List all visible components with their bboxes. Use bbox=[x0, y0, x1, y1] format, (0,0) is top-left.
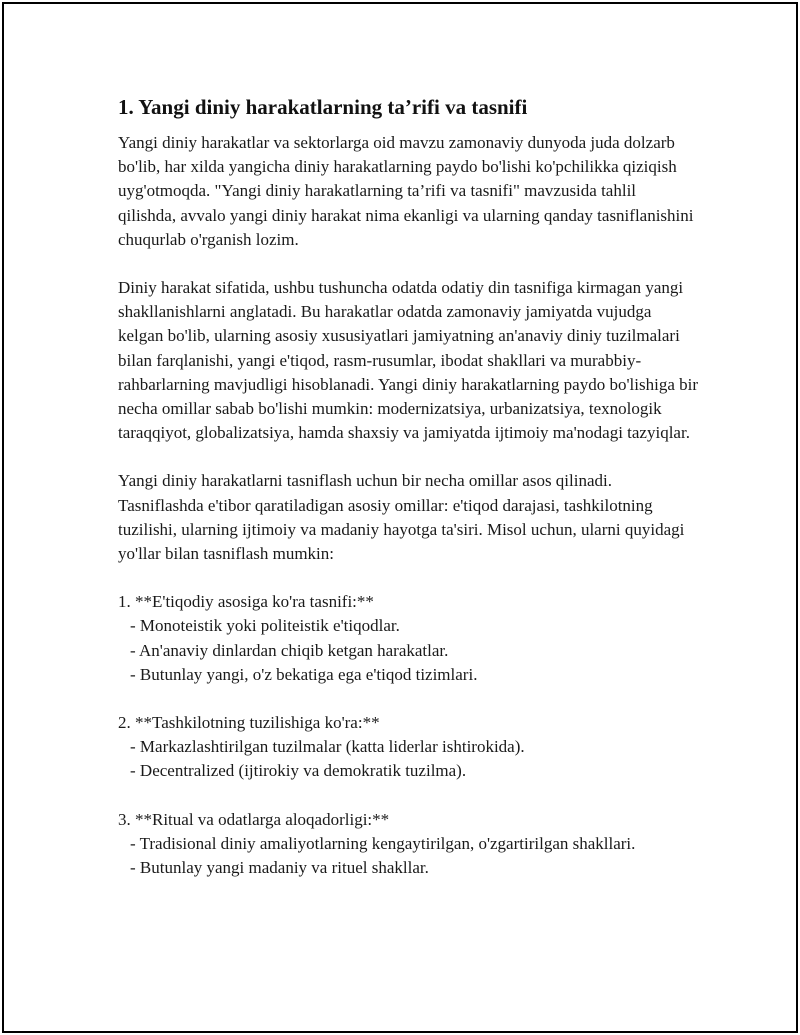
list-heading: 3. **Ritual va odatlarga aloqadorligi:** bbox=[118, 809, 390, 829]
paragraph-3-block bbox=[118, 469, 698, 566]
list-ritual-relation bbox=[118, 808, 698, 881]
list-item: - Markazlashtirilgan tuzilmalar (katta liderlar ishtirokida). bbox=[130, 737, 525, 757]
paragraph-definition: Diniy harakat sifatida, ushbu tushuncha odatda odatiy din tasnifiga kirmagan yangi shakllanishlarni anglatadi. Bu harakatlar odatda zamonaviy jamiyatda vujudga kelgan bo'lib, ularning asosiy xususiyatlari jamiyatning an'anaviy diniy tuzilmalari bilan farqlanishi, yangi e'tiqod, rasm-rusumlar, ibodat shakllari va murabbiy-rahbarlarning mavjudligi hisoblanadi. Yangi diniy harakatlarning paydo bo'lishiga bir necha omillar sabab bo'lishi mumkin: modernizatsiya, urbanizatsiya, texnologik taraqqiyot, globalizatsiya, hamda shaxsiy va jamiyatda ijtimoiy ma'nodagi tazyiqlar. bbox=[118, 278, 699, 443]
list-item: - Butunlay yangi, o'z bekatiga ega e'tiqod tizimlari. bbox=[130, 664, 478, 684]
document-body bbox=[118, 93, 698, 904]
paragraph-2-block bbox=[118, 276, 698, 445]
list-belief-basis bbox=[118, 590, 698, 687]
list-heading: 2. **Tashkilotning tuzilishiga ko'ra:** bbox=[118, 713, 380, 733]
list-organization-structure bbox=[118, 711, 698, 784]
section-title: 1. Yangi diniy harakatlarning ta’rifi va tasnifi bbox=[118, 95, 528, 119]
list-heading: 1. **E'tiqodiy asosiga ko'ra tasnifi:** bbox=[118, 592, 374, 612]
paragraph-intro: Yangi diniy harakatlar va sektorlarga oid mavzu zamonaviy dunyoda juda dolzarb bo'lib, har xilda yangicha diniy harakatlarning paydo bo'lishi ko'pchilikka qiziqish uyg'otmoqda. "Yangi diniy harakatlarning ta’rifi va tasnifi" mavzusida tahlil qilishda, avvalo yangi diniy harakat nima ekanligi va ularning qanday tasniflanishini chuqurlab o'rganish lozim. bbox=[118, 133, 694, 249]
list-item: - Butunlay yangi madaniy va rituel shakllar. bbox=[130, 858, 429, 878]
list-item: - An'anaviy dinlardan chiqib ketgan harakatlar. bbox=[130, 640, 449, 660]
paragraph-1-block bbox=[118, 131, 698, 252]
list-item: - Monoteistik yoki politeistik e'tiqodlar. bbox=[130, 616, 400, 636]
paragraph-classification: Yangi diniy harakatlarni tasniflash uchun bir necha omillar asos qilinadi. Tasniflashda e'tibor qaratiladigan asosiy omillar: e'tiqod darajasi, tashkilotning tuzilishi, ularning ijtimoiy va madaniy hayotga ta'siri. Misol uchun, ularni quyidagi yo'llar bilan tasniflash mumkin: bbox=[118, 471, 685, 564]
list-item: - Tradisional diniy amaliyotlarning kengaytirilgan, o'zgartirilgan shakllari. bbox=[130, 833, 636, 853]
list-item: - Decentralized (ijtirokiy va demokratik tuzilma). bbox=[130, 761, 467, 781]
